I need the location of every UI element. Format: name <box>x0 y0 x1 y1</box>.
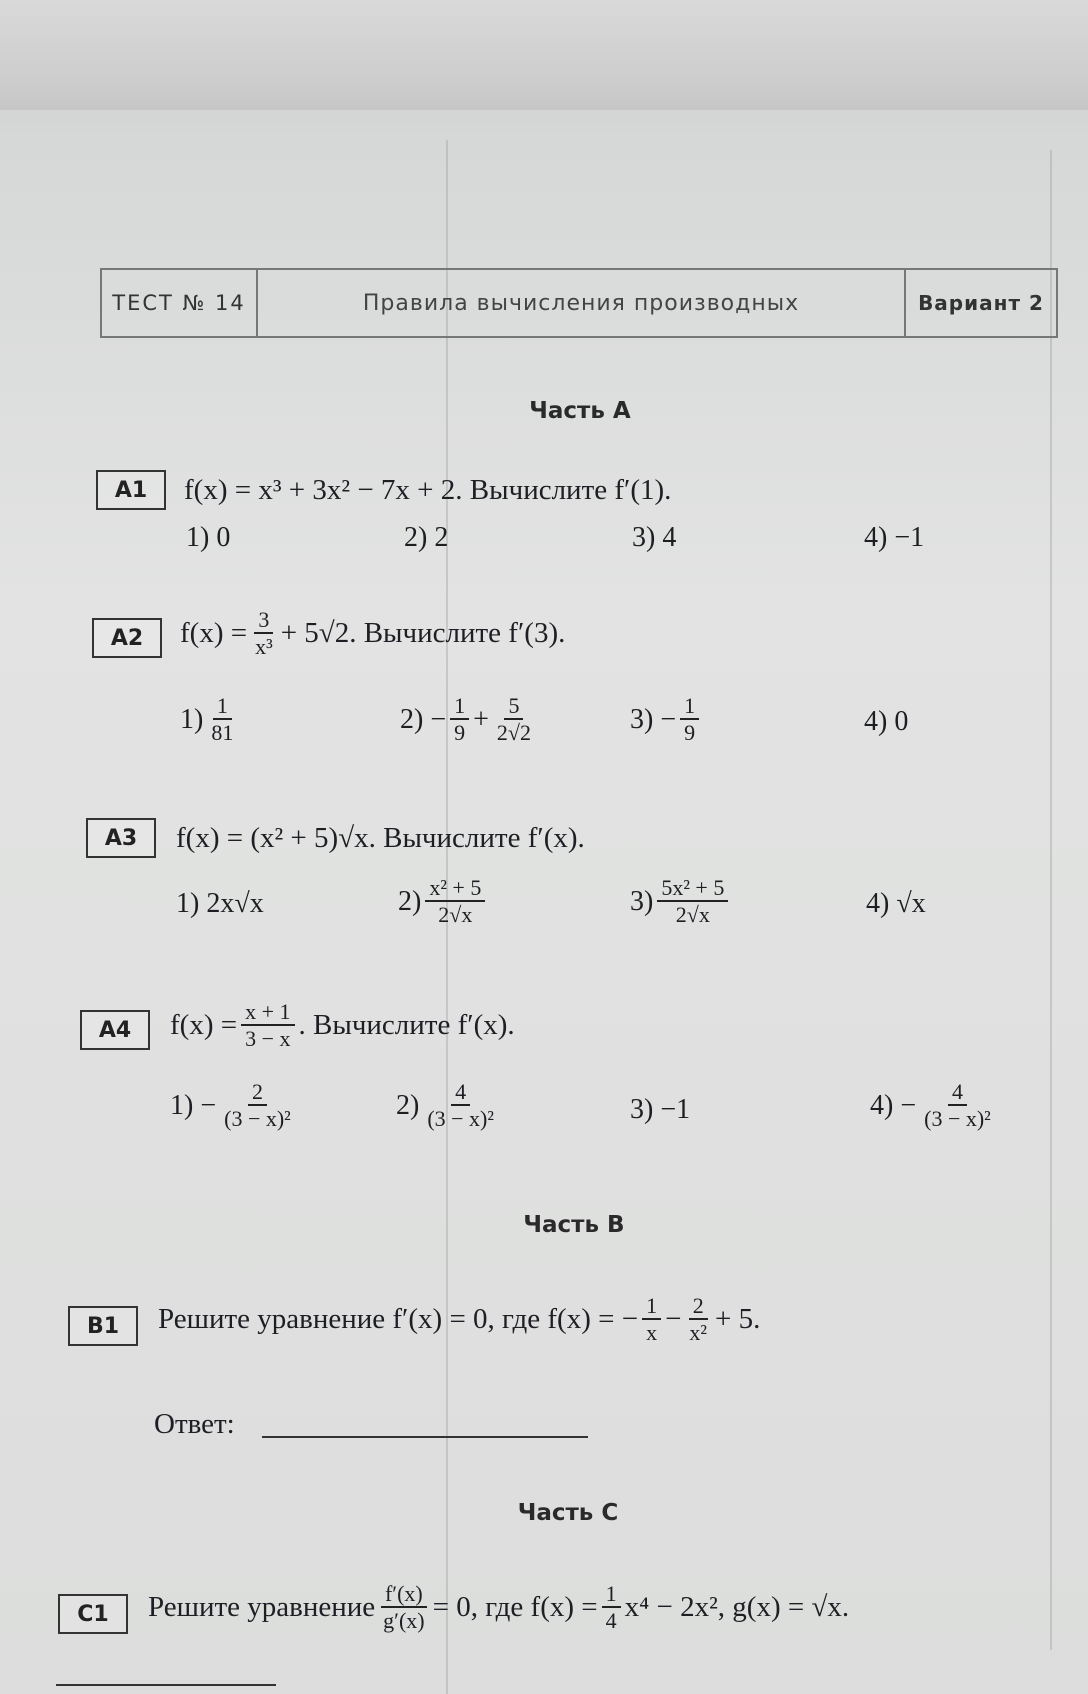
c1-question-prefix: Решите уравнение <box>148 1591 376 1624</box>
task-a4-option-3: 3) −1 <box>630 1094 691 1125</box>
a2-opt2-plus: + <box>473 703 489 735</box>
variant-label: Вариант 2 <box>904 270 1056 336</box>
b1-frac1-den: x <box>646 1320 658 1346</box>
a4-opt2-den: (3 − x)² <box>427 1106 494 1132</box>
a2-opt2-a-num: 1 <box>450 694 469 720</box>
c1-question-mid: = 0, где f(x) = <box>432 1591 598 1624</box>
task-a2-option-2 <box>400 694 539 745</box>
section-c-heading: Часть С <box>517 1500 619 1526</box>
c1-frac2-num: 1 <box>602 1582 621 1608</box>
a4-opt4-den: (3 − x)² <box>924 1106 991 1132</box>
a2-question-fraction <box>251 608 277 659</box>
task-a3-option-3 <box>630 876 732 927</box>
b1-answer-label: Ответ: <box>154 1408 235 1440</box>
task-a2-option-3 <box>630 694 703 745</box>
task-a1-option-2: 2) 2 <box>404 522 449 553</box>
b1-question-prefix: Решите уравнение f′(x) = 0, где f(x) = − <box>158 1303 639 1336</box>
task-a4-option-2 <box>396 1080 502 1131</box>
task-a2-question <box>180 608 565 659</box>
a3-opt2-den: 2√x <box>438 902 473 928</box>
task-label-c1: C1 <box>58 1594 128 1634</box>
page-top-shadow <box>0 0 1088 110</box>
test-number: ТЕСТ № 14 <box>102 270 258 336</box>
a2-opt2-b-den: 2√2 <box>496 720 531 746</box>
a4-frac-numerator: x + 1 <box>241 1000 294 1026</box>
a4-question-fraction <box>241 1000 294 1051</box>
a4-frac-denominator: 3 − x <box>245 1026 291 1052</box>
a2-opt3-number: 3) − <box>630 703 677 735</box>
b1-fraction-1 <box>642 1294 661 1345</box>
task-a1-option-4: 4) −1 <box>864 522 925 553</box>
a4-opt2-num: 4 <box>451 1080 470 1106</box>
a2-question-suffix: + 5√2. Вычислите f′(3). <box>280 617 566 650</box>
task-a2-option-4: 4) 0 <box>864 706 909 737</box>
a2-opt2-fraction-a <box>450 694 469 745</box>
task-a3-option-1: 1) 2x√x <box>176 888 264 919</box>
task-a1-option-3: 3) 4 <box>632 522 677 553</box>
b1-frac1-num: 1 <box>642 1294 661 1320</box>
a3-opt3-number: 3) <box>630 885 654 917</box>
a2-opt3-fraction <box>680 694 699 745</box>
a2-opt3-den: 9 <box>684 720 696 746</box>
b1-frac2-num: 2 <box>689 1294 708 1320</box>
task-a3-option-2 <box>398 876 489 927</box>
a3-opt3-num: 5x² + 5 <box>657 876 728 902</box>
a2-frac-denominator: x³ <box>255 634 273 660</box>
a4-opt2-number: 2) <box>396 1089 420 1121</box>
a2-opt2-number: 2) − <box>400 703 447 735</box>
c1-frac2-den: 4 <box>605 1608 617 1634</box>
task-c1-question <box>148 1582 849 1633</box>
a2-opt1-number: 1) <box>180 703 204 735</box>
a2-opt1-fraction <box>207 694 237 745</box>
c1-frac1-num: f′(x) <box>381 1582 427 1608</box>
a2-opt3-num: 1 <box>680 694 699 720</box>
test-header <box>100 268 1058 338</box>
c1-fraction-1 <box>379 1582 428 1633</box>
task-a3-option-4: 4) √x <box>866 888 926 919</box>
a4-question-suffix: . Вычислите f′(x). <box>298 1009 515 1042</box>
a4-opt4-num: 4 <box>948 1080 967 1106</box>
a3-opt3-den: 2√x <box>675 902 710 928</box>
a4-opt4-fraction <box>920 1080 995 1131</box>
section-b-heading: Часть В <box>523 1212 625 1238</box>
task-label-a3: A3 <box>86 818 156 858</box>
b1-question-suffix: + 5. <box>715 1303 761 1336</box>
task-label-b1: B1 <box>68 1306 138 1346</box>
section-a-heading: Часть А <box>529 398 631 424</box>
a2-opt2-b-num: 5 <box>504 694 523 720</box>
task-label-a1: A1 <box>96 470 166 510</box>
a3-opt2-num: x² + 5 <box>425 876 485 902</box>
fold-line-right <box>1050 150 1052 1650</box>
c1-answer-line[interactable] <box>56 1684 276 1686</box>
task-label-a4: A4 <box>80 1010 150 1050</box>
a4-opt1-num: 2 <box>248 1080 267 1106</box>
c1-question-suffix: x⁴ − 2x², g(x) = √x. <box>624 1591 850 1624</box>
a2-opt1-den: 81 <box>211 720 234 746</box>
task-a2-option-1 <box>180 694 241 745</box>
task-a1-option-1: 1) 0 <box>186 522 231 553</box>
a3-opt2-fraction <box>425 876 485 927</box>
a2-opt2-a-den: 9 <box>454 720 466 746</box>
c1-fraction-2 <box>602 1582 621 1633</box>
a4-opt2-fraction <box>423 1080 498 1131</box>
a4-opt1-den: (3 − x)² <box>224 1106 291 1132</box>
a2-frac-numerator: 3 <box>254 608 273 634</box>
task-a4-option-1 <box>170 1080 299 1131</box>
task-a4-option-4 <box>870 1080 999 1131</box>
b1-fraction-2 <box>685 1294 711 1345</box>
task-b1-question <box>158 1294 760 1345</box>
task-a1-question: f(x) = x³ + 3x² − 7x + 2. Вычислите f′(1). <box>184 474 672 506</box>
a2-opt1-num: 1 <box>213 694 232 720</box>
task-a4-question <box>170 1000 515 1051</box>
b1-answer-field[interactable] <box>262 1436 588 1438</box>
a4-question-prefix: f(x) = <box>170 1009 238 1042</box>
a4-opt4-number: 4) − <box>870 1089 917 1121</box>
task-label-a2: A2 <box>92 618 162 658</box>
a4-opt1-fraction <box>220 1080 295 1131</box>
a3-opt3-fraction <box>657 876 728 927</box>
task-a3-question: f(x) = (x² + 5)√x. Вычислите f′(x). <box>176 822 585 854</box>
c1-frac1-den: g′(x) <box>383 1608 425 1634</box>
a2-opt2-fraction-b <box>493 694 535 745</box>
b1-minus: − <box>665 1303 682 1336</box>
a3-opt2-number: 2) <box>398 885 422 917</box>
a2-question-prefix: f(x) = <box>180 617 248 650</box>
test-title: Правила вычисления производных <box>362 290 800 316</box>
b1-frac2-den: x² <box>689 1320 708 1346</box>
a4-opt1-number: 1) − <box>170 1089 217 1121</box>
